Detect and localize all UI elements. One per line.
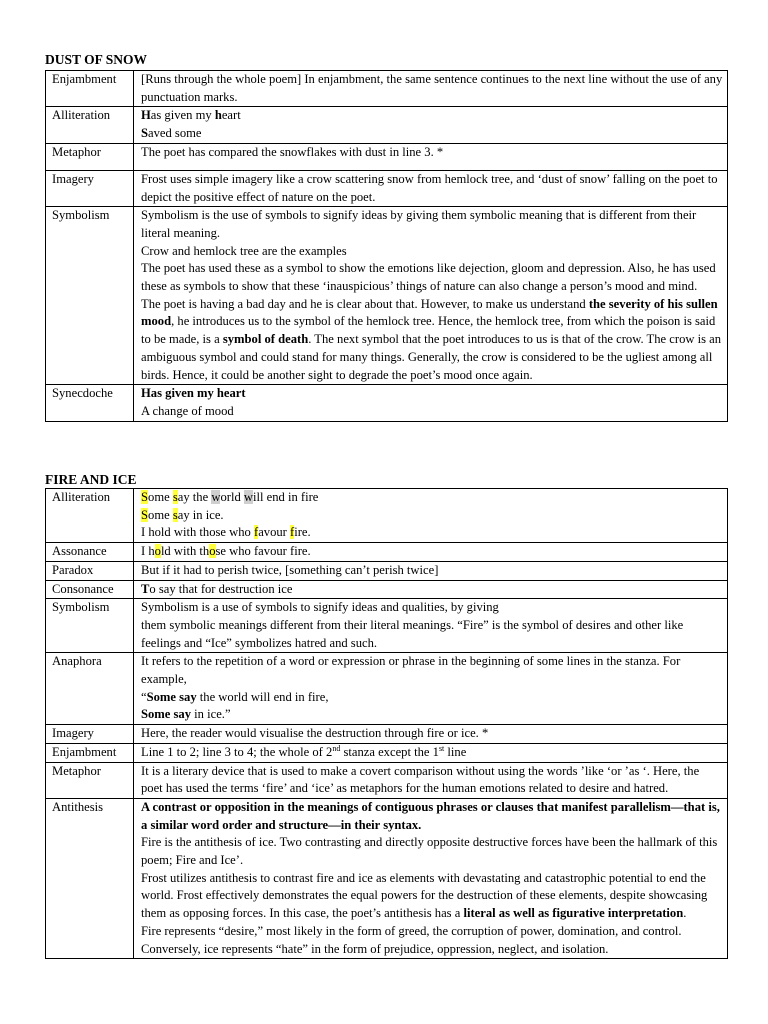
- term-cell: Consonance: [46, 580, 134, 599]
- table-row: [46, 489, 728, 543]
- definition-cell: Line 1 to 2; line 3 to 4; the whole of 2nd stanza except the 1st line: [134, 743, 728, 762]
- definition-cell: [134, 599, 728, 653]
- poem-line: Some say the world will end in fire: [141, 490, 319, 504]
- table-row: [46, 725, 728, 744]
- table-row: [46, 207, 728, 385]
- term-cell: Imagery: [46, 170, 134, 206]
- paragraph: them symbolic meanings different from their literal meanings. “Fire” is the symbol of desires and other like feelings and “Ice” symbolizes hatred and such.: [141, 617, 684, 650]
- paragraph: Frost utilizes antithesis to contrast fire and ice as elements with devastating and catastrophic potential to end the world. Frost effectively demonstrates the equal powers for the destruction of these elements, despite showcasing them as opposing forces. In this case, the poet’s antithesis has a literal as well as figurative interpretation.: [141, 870, 708, 921]
- definition-cell: [134, 385, 728, 421]
- paragraph: The poet is having a bad day and he is clear about that. However, to make us understand the severity of his sullen mood, he introduces us to the symbol of the hemlock tree. Hence, the hemlock tree, from which the poison is said to be made, is a symbol of death. The next symbol that the poet introduces to us is that of the crow. The crow is an ambiguous symbol and could stand for many things. Generally, the crow is considered to be the ugliest among all birds. Hence, it could be another sight to degrade the poet’s mood once again.: [141, 296, 722, 382]
- term-cell: Symbolism: [46, 599, 134, 653]
- table-row: [46, 170, 728, 206]
- definition-cell: The poet has compared the snowflakes with dust in line 3. *: [134, 143, 728, 170]
- definition-cell: I hold with those who favour fire.: [134, 543, 728, 562]
- paragraph: Symbolism is a use of symbols to signify ideas and qualities, by giving: [141, 600, 499, 615]
- paragraph: Fire is the antithesis of ice. Two contrasting and directly opposite destructive forces have been the hallmark of this poem; Fire and Ice’.: [141, 835, 718, 868]
- table-row: [46, 580, 728, 599]
- table-row: [46, 599, 728, 653]
- paragraph: Crow and hemlock tree are the examples: [141, 243, 347, 258]
- term-cell: Anaphora: [46, 653, 134, 725]
- table-row: [46, 561, 728, 580]
- term-cell: Metaphor: [46, 762, 134, 798]
- paragraph: The poet has used these as a symbol to show the emotions like dejection, gloom and depression. Also, he has used these as symbols to show that these ‘inauspicious’ things of nature can also change a person’s mood and mind.: [141, 261, 716, 294]
- paragraph: Fire represents “desire,” most likely in the form of greed, the corruption of power, domination, and control. Conversely, ice represents “hate” in the form of prejudice, oppression, neglect, and isolation.: [141, 923, 682, 956]
- table-row: [46, 71, 728, 107]
- term-cell: Enjambment: [46, 743, 134, 762]
- term-cell: Alliteration: [46, 489, 134, 543]
- dust-of-snow-table: [45, 70, 728, 422]
- table-row: [46, 762, 728, 798]
- definition-cell: But if it had to perish twice, [something can’t perish twice]: [134, 561, 728, 580]
- table-row: [46, 143, 728, 170]
- table-row: [46, 743, 728, 762]
- term-cell: Symbolism: [46, 207, 134, 385]
- paragraph: A change of mood: [141, 403, 234, 418]
- definition-cell: [134, 207, 728, 385]
- definition-cell: [134, 653, 728, 725]
- term-cell: Paradox: [46, 561, 134, 580]
- paragraph: It refers to the repetition of a word or expression or phrase in the beginning of some lines in the stanza. For example,: [141, 654, 681, 687]
- fire-and-ice-heading: FIRE AND ICE: [45, 472, 137, 487]
- term-cell: Assonance: [46, 543, 134, 562]
- definition-cell: [134, 798, 728, 958]
- definition-cell: [Runs through the whole poem] In enjambment, the same sentence continues to the next line without the use of any punctuation marks.: [134, 71, 728, 107]
- term-cell: Synecdoche: [46, 385, 134, 421]
- poem-line: I hold with those who favour fire.: [141, 525, 311, 540]
- definition-cell: It is a literary device that is used to make a covert comparison without using the words ’like ‘or ’as ‘. Here, the poet has used the terms ‘fire’ and ‘ice’ as metaphors for the human emotions related to desire and hatred.: [134, 762, 728, 798]
- definition-cell: [134, 107, 728, 143]
- dust-of-snow-heading: DUST OF SNOW: [45, 52, 148, 67]
- table-row: [46, 385, 728, 421]
- term-cell: Enjambment: [46, 71, 134, 107]
- poem-line: “Some say the world will end in fire,: [141, 689, 329, 704]
- table-row: [46, 107, 728, 143]
- poem-line: Some say in ice.”: [141, 707, 231, 722]
- poem-line: Some say in ice.: [141, 507, 224, 522]
- definition-cell: Here, the reader would visualise the destruction through fire or ice. *: [134, 725, 728, 744]
- term-cell: Antithesis: [46, 798, 134, 958]
- term-cell: Metaphor: [46, 143, 134, 170]
- definition-cell: [134, 489, 728, 543]
- definition-cell: Frost uses simple imagery like a crow scattering snow from hemlock tree, and ‘dust of snow’ falling on the poet to depict the positive effect of nature on the poet.: [134, 170, 728, 206]
- poem-line: Has given my heart: [141, 386, 246, 401]
- paragraph: Symbolism is the use of symbols to signify ideas by giving them symbolic meaning that is different from their literal meaning.: [141, 208, 697, 240]
- poem-line: Saved some: [141, 126, 202, 141]
- table-row: [46, 798, 728, 958]
- fire-and-ice-table: [45, 488, 728, 959]
- table-row: [46, 543, 728, 562]
- poem-line: Has given my heart: [141, 108, 241, 123]
- table-row: [46, 653, 728, 725]
- term-cell: Alliteration: [46, 107, 134, 143]
- paragraph: A contrast or opposition in the meanings of contiguous phrases or clauses that manifest parallelism—that is, a similar word order and structure—in their syntax.: [141, 799, 720, 832]
- definition-cell: To say that for destruction ice: [134, 580, 728, 599]
- term-cell: Imagery: [46, 725, 134, 744]
